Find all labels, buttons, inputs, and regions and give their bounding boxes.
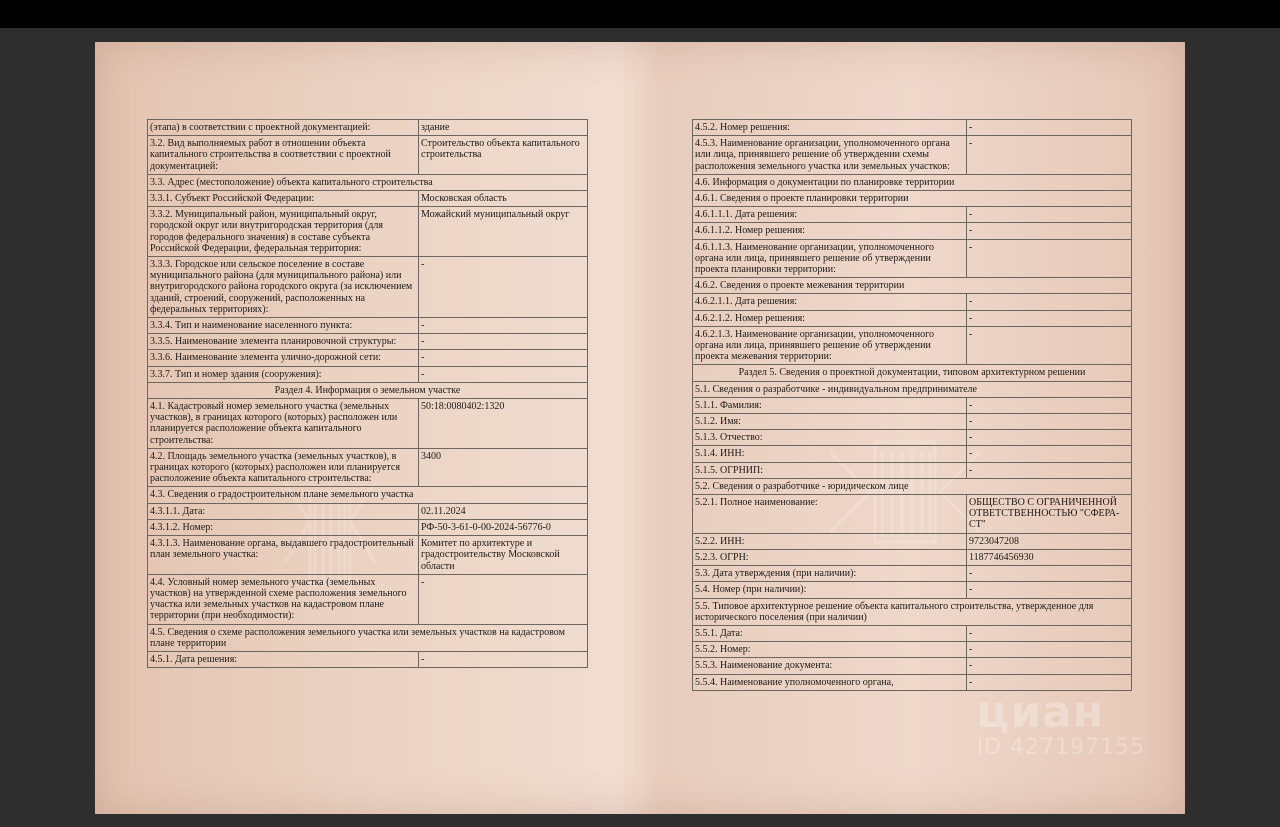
field-label: 5.3. Дата утверждения (при наличии): xyxy=(693,566,967,582)
field-value: РФ-50-3-61-0-00-2024-56776-0 xyxy=(419,519,588,535)
right-table xyxy=(692,119,1132,691)
table-row xyxy=(693,381,1132,397)
table-row xyxy=(693,658,1132,674)
field-label: 3.3.7. Тип и номер здания (сооружения): xyxy=(148,366,419,382)
table-row xyxy=(693,478,1132,494)
field-label: 3.3.3. Городское или сельское поселение в составе муниципального района (для муниципального района) или внутригородского района городского округа (за исключением зданий, строений, сооружений, расположенных на федеральных территориях): xyxy=(148,257,419,318)
field-label: 5.4. Номер (при наличии): xyxy=(693,582,967,598)
top-bar xyxy=(0,0,1280,28)
field-label: 5.2.3. ОГРН: xyxy=(693,549,967,565)
field-value: - xyxy=(419,257,588,318)
table-row xyxy=(148,191,588,207)
table-row xyxy=(693,397,1132,413)
field-value: - xyxy=(419,574,588,624)
table-row xyxy=(693,495,1132,534)
field-label: 4.6.1.1.1. Дата решения: xyxy=(693,207,967,223)
field-label: 5.5.2. Номер: xyxy=(693,642,967,658)
field-value: - xyxy=(967,462,1132,478)
table-row xyxy=(148,207,588,257)
field-value: - xyxy=(967,658,1132,674)
field-value: - xyxy=(967,446,1132,462)
field-label: 4.6.2.1.3. Наименование организации, уполномоченного органа или лица, принявшего решение об утверждении проекта межевания территории: xyxy=(693,326,967,365)
table-row xyxy=(148,519,588,535)
table-row xyxy=(148,448,588,487)
field-label: 3.3.4. Тип и наименование населенного пункта: xyxy=(148,318,419,334)
field-value: ОБЩЕСТВО С ОГРАНИЧЕННОЙ ОТВЕТСТВЕННОСТЬЮ "СФЕРА-СТ" xyxy=(967,495,1132,534)
table-row xyxy=(693,642,1132,658)
field-value: - xyxy=(967,414,1132,430)
field-value: - xyxy=(419,350,588,366)
section-header: 5.2. Сведения о разработчике - юридическом лице xyxy=(693,478,1132,494)
field-label: 4.6.1.1.3. Наименование организации, уполномоченного органа или лица, принявшего решение об утверждении проекта планировки территории: xyxy=(693,239,967,278)
field-value: Строительство объекта капитального строительства xyxy=(419,136,588,175)
field-value: здание xyxy=(419,120,588,136)
field-label: 4.3.1.1. Дата: xyxy=(148,503,419,519)
field-value: - xyxy=(967,120,1132,136)
field-label: (этапа) в соответствии с проектной документацией: xyxy=(148,120,419,136)
table-row xyxy=(148,536,588,575)
table-row xyxy=(148,503,588,519)
left-table xyxy=(147,119,588,668)
table-row xyxy=(148,136,588,175)
field-value: - xyxy=(419,318,588,334)
field-value: - xyxy=(967,310,1132,326)
table-row xyxy=(693,310,1132,326)
field-label: 3.3.6. Наименование элемента улично-дорожной сети: xyxy=(148,350,419,366)
field-label: 5.2.2. ИНН: xyxy=(693,533,967,549)
field-value: - xyxy=(419,334,588,350)
table-row xyxy=(148,382,588,398)
right-column xyxy=(692,119,1132,691)
field-value: 1187746456930 xyxy=(967,549,1132,565)
field-value: - xyxy=(967,625,1132,641)
section-header: 4.6.2. Сведения о проекте межевания территории xyxy=(693,278,1132,294)
left-column xyxy=(147,119,588,668)
field-value: - xyxy=(967,136,1132,175)
field-label: 4.4. Условный номер земельного участка (земельных участков) на утвержденной схеме расположения земельного участка или земельных участков на кадастровом плане территории (при необходимости): xyxy=(148,574,419,624)
field-value: Московская область xyxy=(419,191,588,207)
field-label: 5.5.3. Наименование документа: xyxy=(693,658,967,674)
field-label: 3.3.5. Наименование элемента планировочной структуры: xyxy=(148,334,419,350)
table-row xyxy=(693,598,1132,625)
table-row xyxy=(148,651,588,667)
table-row xyxy=(693,549,1132,565)
field-value: 3400 xyxy=(419,448,588,487)
table-row xyxy=(693,582,1132,598)
section-header: 3.3. Адрес (местоположение) объекта капитального строительства xyxy=(148,174,588,190)
section-header: 4.6. Информация о документации по планировке территории xyxy=(693,174,1132,190)
watermark-logo: циан xyxy=(976,687,1105,738)
table-row xyxy=(693,174,1132,190)
section-header: Раздел 4. Информация о земельном участке xyxy=(148,382,588,398)
document-page xyxy=(95,42,1185,814)
table-row xyxy=(693,533,1132,549)
watermark xyxy=(976,687,1145,760)
table-row xyxy=(148,318,588,334)
table-row xyxy=(693,120,1132,136)
table-row xyxy=(693,414,1132,430)
field-label: 5.1.1. Фамилия: xyxy=(693,397,967,413)
field-label: 5.1.4. ИНН: xyxy=(693,446,967,462)
table-row xyxy=(693,239,1132,278)
section-header: 4.5. Сведения о схеме расположения земельного участка или земельных участков на кадастровом плане территории xyxy=(148,624,588,651)
table-row xyxy=(148,624,588,651)
table-row xyxy=(148,350,588,366)
table-row xyxy=(693,207,1132,223)
field-value: - xyxy=(967,326,1132,365)
table-row xyxy=(693,294,1132,310)
table-row xyxy=(148,366,588,382)
table-row xyxy=(693,278,1132,294)
field-label: 4.3.1.2. Номер: xyxy=(148,519,419,535)
table-row xyxy=(693,566,1132,582)
field-value: Можайский муниципальный округ xyxy=(419,207,588,257)
table-row xyxy=(693,446,1132,462)
field-label: 5.5.4. Наименование уполномоченного органа, xyxy=(693,674,967,690)
field-label: 3.3.2. Муниципальный район, муниципальный округ, городской округ или внутригородская территория (для городов федерального значения) в составе субъекта Российской Федерации, федеральная территория: xyxy=(148,207,419,257)
field-value: - xyxy=(967,397,1132,413)
section-header: 5.1. Сведения о разработчике - индивидуальном предпринимателе xyxy=(693,381,1132,397)
field-value: - xyxy=(967,674,1132,690)
watermark-id: ID 427197155 xyxy=(976,735,1145,760)
field-value: - xyxy=(967,207,1132,223)
table-row xyxy=(148,487,588,503)
field-label: 4.6.1.1.2. Номер решения: xyxy=(693,223,967,239)
table-row xyxy=(148,334,588,350)
field-value: - xyxy=(967,239,1132,278)
field-value: Комитет по архитектуре и градостроительству Московской области xyxy=(419,536,588,575)
table-row xyxy=(693,430,1132,446)
field-label: 4.2. Площадь земельного участка (земельных участков), в границах которого (которых) расположен или планируется расположение объекта капитального строительства: xyxy=(148,448,419,487)
field-label: 4.6.2.1.2. Номер решения: xyxy=(693,310,967,326)
field-value: - xyxy=(967,582,1132,598)
table-row xyxy=(148,174,588,190)
table-row xyxy=(693,136,1132,175)
field-value: 02.11.2024 xyxy=(419,503,588,519)
field-label: 5.2.1. Полное наименование: xyxy=(693,495,967,534)
table-row xyxy=(693,326,1132,365)
field-value: - xyxy=(967,642,1132,658)
table-row xyxy=(693,625,1132,641)
field-label: 4.1. Кадастровый номер земельного участка (земельных участков), в границах которого (которых) расположен или планируется расположение объекта капитального строительства: xyxy=(148,399,419,449)
table-row xyxy=(693,365,1132,381)
table-row xyxy=(693,462,1132,478)
field-value: - xyxy=(419,651,588,667)
table-row xyxy=(693,191,1132,207)
field-label: 5.1.2. Имя: xyxy=(693,414,967,430)
field-label: 4.5.2. Номер решения: xyxy=(693,120,967,136)
table-row xyxy=(148,257,588,318)
table-row xyxy=(148,574,588,624)
field-label: 4.5.3. Наименование организации, уполномоченного органа или лица, принявшего решение об утверждении схемы расположения земельного участка или земельных участков: xyxy=(693,136,967,175)
section-header: 5.5. Типовое архитектурное решение объекта капитального строительства, утвержденное для исторического поселения (при наличии) xyxy=(693,598,1132,625)
field-label: 5.5.1. Дата: xyxy=(693,625,967,641)
section-header: Раздел 5. Сведения о проектной документации, типовом архитектурном решении xyxy=(693,365,1132,381)
table-row xyxy=(148,399,588,449)
field-label: 4.5.1. Дата решения: xyxy=(148,651,419,667)
field-label: 4.3.1.3. Наименование органа, выдавшего градостроительный план земельного участка: xyxy=(148,536,419,575)
field-value: - xyxy=(419,366,588,382)
field-label: 5.1.5. ОГРНИП: xyxy=(693,462,967,478)
field-label: 4.6.2.1.1. Дата решения: xyxy=(693,294,967,310)
field-value: - xyxy=(967,566,1132,582)
field-value: 9723047208 xyxy=(967,533,1132,549)
section-header: 4.6.1. Сведения о проекте планировки территории xyxy=(693,191,1132,207)
field-label: 3.2. Вид выполняемых работ в отношении объекта капитального строительства в соответствии с проектной документацией: xyxy=(148,136,419,175)
field-value: 50:18:0080402:1320 xyxy=(419,399,588,449)
table-row xyxy=(693,223,1132,239)
field-label: 3.3.1. Субъект Российской Федерации: xyxy=(148,191,419,207)
section-header: 4.3. Сведения о градостроительном плане земельного участка xyxy=(148,487,588,503)
field-label: 5.1.3. Отчество: xyxy=(693,430,967,446)
table-row xyxy=(148,120,588,136)
field-value: - xyxy=(967,430,1132,446)
field-value: - xyxy=(967,294,1132,310)
field-value: - xyxy=(967,223,1132,239)
